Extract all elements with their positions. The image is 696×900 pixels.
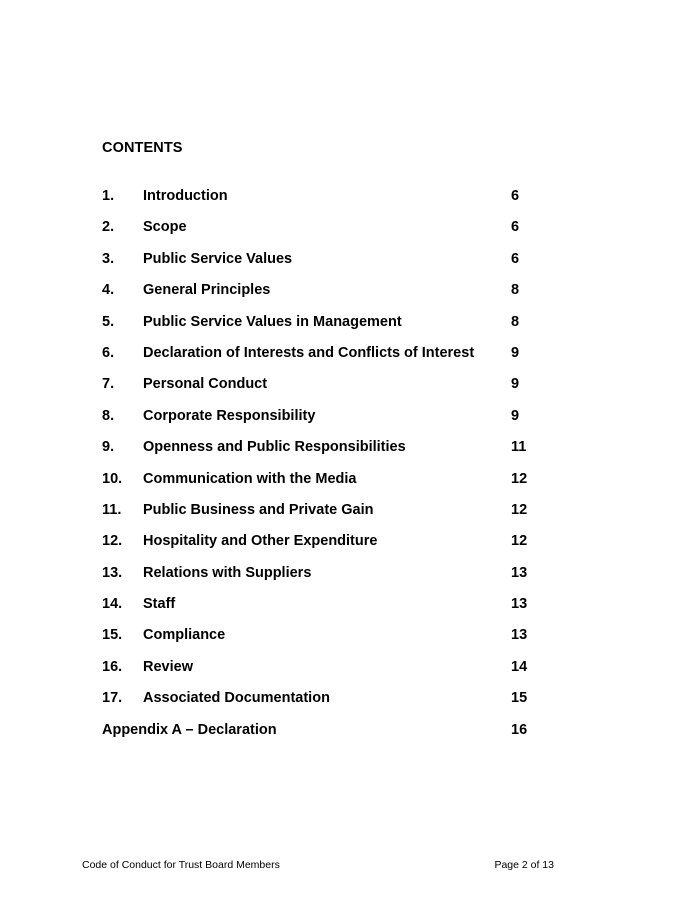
toc-entry-number: 6. — [102, 344, 115, 361]
toc-entry-number: 16. — [102, 658, 123, 675]
toc-entry-label: Compliance — [143, 627, 226, 644]
toc-entry-appendix-a[interactable] — [102, 722, 542, 753]
toc-entry-label: Communication with the Media — [143, 470, 357, 487]
toc-entry-general-principles[interactable] — [102, 282, 542, 313]
toc-entry-corporate-responsibility[interactable] — [102, 408, 542, 439]
toc-entry-number: 9. — [102, 439, 115, 456]
toc-entry-introduction[interactable] — [102, 188, 542, 219]
toc-entry-label: Personal Conduct — [143, 376, 268, 393]
toc-entry-staff[interactable] — [102, 596, 542, 627]
toc-entry-page: 13 — [511, 596, 528, 613]
toc-entry-communication-with-media[interactable] — [102, 471, 542, 502]
toc-entry-number: 3. — [102, 250, 115, 267]
toc-entry-scope[interactable] — [102, 219, 542, 250]
toc-entry-page: 12 — [511, 470, 528, 487]
toc-entry-page: 9 — [511, 344, 520, 361]
toc-entry-number: 12. — [102, 533, 123, 550]
toc-entry-openness[interactable] — [102, 439, 542, 470]
toc-entry-label: Declaration of Interests and Conflicts of Interest — [143, 344, 475, 361]
toc-entry-page: 12 — [511, 501, 528, 518]
toc-entry-relations-with-suppliers[interactable] — [102, 565, 542, 596]
toc-entry-page: 14 — [511, 658, 528, 675]
footer-page-number: Page 2 of 13 — [494, 859, 554, 871]
toc-entry-compliance[interactable] — [102, 627, 542, 658]
toc-entry-label: Associated Documentation — [143, 690, 330, 707]
toc-entry-label: Openness and Public Responsibilities — [143, 439, 406, 456]
toc-entry-label: Appendix A – Declaration — [102, 721, 277, 738]
toc-entry-label: Review — [143, 658, 193, 675]
toc-entry-page: 6 — [511, 188, 520, 204]
toc-entry-label: Corporate Responsibility — [143, 407, 316, 424]
toc-entry-page: 9 — [511, 376, 520, 393]
toc-entry-label: Relations with Suppliers — [143, 564, 312, 581]
toc-entry-page: 12 — [511, 533, 528, 550]
toc-entry-page: 15 — [511, 690, 528, 707]
toc-heading: CONTENTS — [102, 140, 183, 156]
toc-entry-hospitality[interactable] — [102, 533, 542, 564]
toc-entry-label: Scope — [143, 219, 187, 236]
toc-entry-label: Public Business and Private Gain — [143, 501, 374, 518]
toc-entry-label: General Principles — [143, 282, 271, 299]
toc-entry-public-service-values[interactable] — [102, 251, 542, 282]
toc-entry-public-business[interactable] — [102, 502, 542, 533]
toc-entry-number: 5. — [102, 313, 115, 330]
toc-entry-number: 8. — [102, 407, 115, 424]
table-of-contents — [102, 188, 542, 753]
toc-entry-number: 4. — [102, 282, 115, 299]
toc-entry-page: 9 — [511, 407, 520, 424]
toc-entry-number: 11. — [102, 501, 122, 518]
toc-entry-number: 13. — [102, 564, 123, 581]
toc-entry-number: 14. — [102, 596, 123, 613]
toc-entry-page: 13 — [511, 564, 528, 581]
toc-entry-page: 6 — [511, 219, 520, 236]
footer-document-title: Code of Conduct for Trust Board Members — [82, 859, 280, 871]
toc-entry-number: 1. — [102, 188, 115, 204]
toc-entry-number: 10. — [102, 470, 123, 487]
toc-entry-associated-documentation[interactable] — [102, 690, 542, 721]
toc-entry-review[interactable] — [102, 659, 542, 690]
toc-entry-personal-conduct[interactable] — [102, 376, 542, 407]
toc-entry-page: 8 — [511, 313, 520, 330]
toc-entry-number: 15. — [102, 627, 123, 644]
toc-entry-label: Introduction — [143, 188, 228, 204]
toc-entry-number: 2. — [102, 219, 115, 236]
toc-entry-page: 16 — [511, 721, 528, 738]
toc-entry-number: 7. — [102, 376, 115, 393]
toc-entry-page: 11 — [511, 439, 527, 456]
toc-entry-number: 17. — [102, 690, 123, 707]
toc-entry-label: Public Service Values — [143, 250, 293, 267]
toc-entry-label: Staff — [143, 596, 176, 613]
toc-entry-public-service-values-in-management[interactable] — [102, 314, 542, 345]
toc-entry-label: Hospitality and Other Expenditure — [143, 533, 378, 550]
toc-entry-declaration-of-interests[interactable] — [102, 345, 542, 376]
toc-entry-page: 6 — [511, 250, 520, 267]
toc-entry-page: 8 — [511, 282, 520, 299]
toc-entry-page: 13 — [511, 627, 528, 644]
toc-entry-label: Public Service Values in Management — [143, 313, 402, 330]
